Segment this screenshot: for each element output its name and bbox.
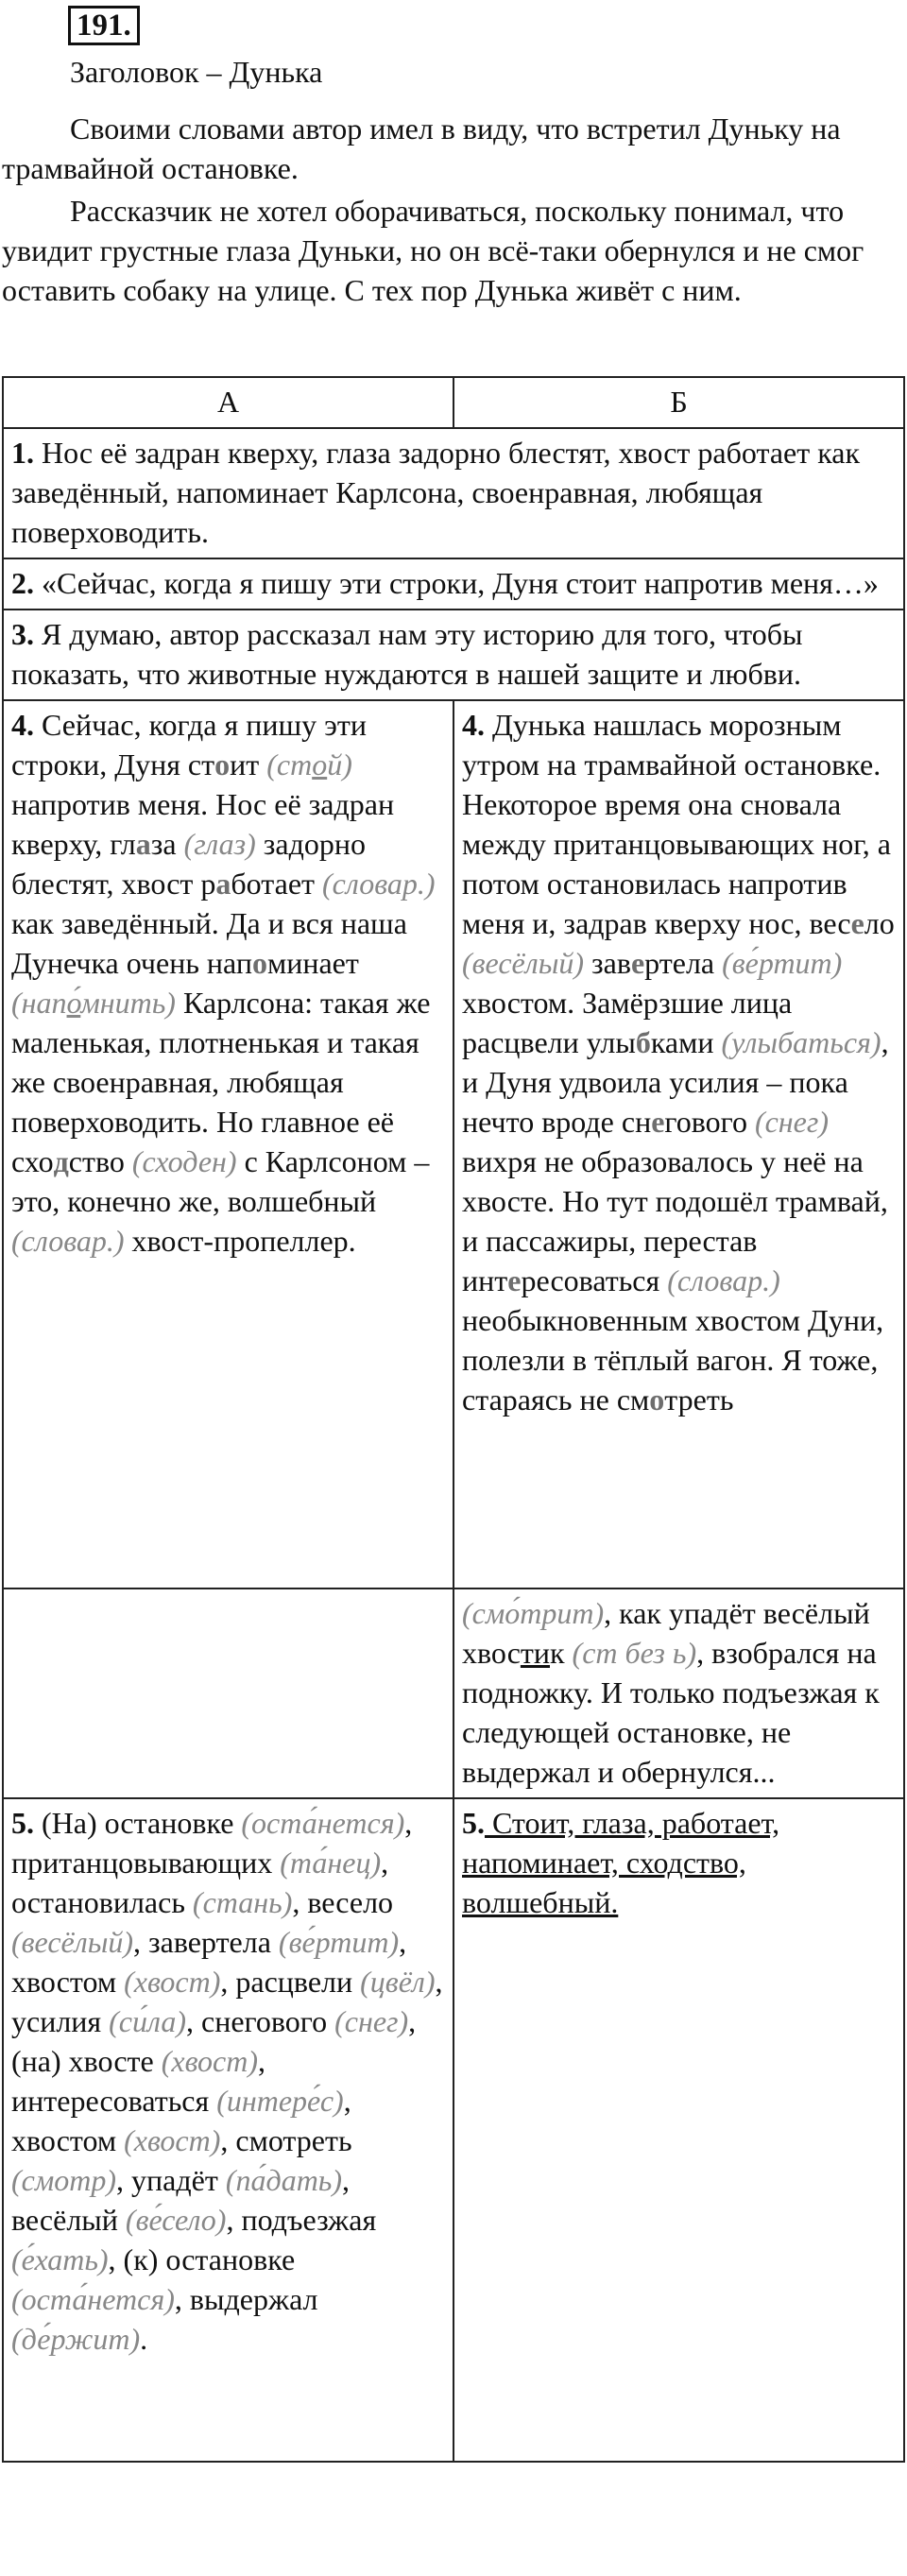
row-1-num: 1. bbox=[11, 436, 34, 470]
separator: , bbox=[408, 2004, 417, 2038]
separator: , bbox=[292, 1885, 308, 1919]
word: хвостом bbox=[11, 1965, 125, 1999]
check-word: (ве́село) bbox=[125, 2203, 227, 2237]
text-run: задорно блестят, хвост р bbox=[11, 827, 367, 901]
check-word: (та́нец) bbox=[280, 1846, 382, 1880]
orthogram-letter: б bbox=[635, 1025, 651, 1059]
row-6b-num: 5. bbox=[462, 1806, 485, 1840]
check-word: (снег) bbox=[334, 2004, 409, 2038]
check-word: (весёлый) bbox=[11, 1925, 134, 1959]
word: завертела bbox=[148, 1925, 279, 1959]
word: весёлый bbox=[11, 2203, 126, 2237]
orthogram-letter: а bbox=[135, 827, 151, 861]
word: остановилась bbox=[11, 1885, 193, 1919]
orthogram-letter: а bbox=[215, 867, 231, 901]
row-6a-word-list bbox=[11, 1806, 443, 2356]
separator: , bbox=[186, 2004, 201, 2038]
text-run: к bbox=[550, 1636, 573, 1670]
check-word-letter: о́ bbox=[66, 986, 81, 1020]
row-2-text: «Сейчас, когда я пишу эти строки, Дуня стоит напротив меня…» bbox=[42, 566, 879, 600]
check-word: (ст bbox=[266, 747, 313, 781]
row-5-cell-b bbox=[454, 1589, 904, 1798]
text-run: минает bbox=[266, 946, 359, 980]
word: усилия bbox=[11, 2004, 110, 2038]
word: пританцовывающих bbox=[11, 1846, 281, 1880]
word: весело bbox=[307, 1885, 394, 1919]
text-run: , как упадёт весёлый хвос bbox=[462, 1596, 870, 1670]
text-run: с Карлсоном – это, конечно же, волшебный bbox=[11, 1144, 430, 1218]
check-word: (хвост) bbox=[124, 2123, 221, 2157]
separator: , bbox=[226, 2203, 242, 2237]
check-word: (оста́нется) bbox=[241, 1806, 405, 1840]
row-2-num: 2. bbox=[11, 566, 34, 600]
check-word: (весёлый) bbox=[462, 946, 585, 980]
text-run: ресоваться bbox=[521, 1263, 668, 1297]
row-4a-num: 4. bbox=[11, 708, 34, 742]
check-word: (сходен) bbox=[131, 1144, 237, 1178]
separator: , bbox=[108, 2242, 124, 2276]
check-word: (ве́ртит) bbox=[278, 1925, 400, 1959]
separator: , bbox=[381, 1846, 389, 1880]
check-word-letter: о bbox=[312, 747, 328, 781]
text-run: ртела bbox=[644, 946, 723, 980]
table-row-6 bbox=[3, 1798, 904, 2462]
paragraph-2: Рассказчик не хотел оборачиваться, поскольку понимал, что увидит грустные глаза Дуньки, но он всё-таки обернулся и не смог оставить собаку на улице. С тех пор Дунька живёт с ним. bbox=[2, 194, 864, 307]
orthogram-letter: д bbox=[53, 1144, 69, 1178]
word: подъезжая bbox=[241, 2203, 377, 2237]
word: (к) остановке bbox=[123, 2242, 296, 2276]
row-3-cell bbox=[3, 610, 904, 700]
check-word: мнить) bbox=[80, 986, 176, 1020]
underlined-letters: ти bbox=[520, 1636, 550, 1670]
check-word: (хвост) bbox=[124, 1965, 221, 1999]
text-run: как заведённый. Да и вся наша Дунечка очень нап bbox=[11, 906, 407, 980]
check-word: (словар.) bbox=[667, 1263, 780, 1297]
row-4-cell-b bbox=[454, 700, 904, 1589]
separator: , bbox=[174, 2282, 190, 2316]
check-word: (е́хать) bbox=[11, 2242, 109, 2276]
word: (На) остановке bbox=[34, 1806, 242, 1840]
row-3-num: 3. bbox=[11, 617, 34, 651]
row-1-cell bbox=[3, 428, 904, 558]
exercise-number: 191. bbox=[68, 6, 140, 45]
check-word: (словар.) bbox=[11, 1224, 125, 1258]
text-run: необыкновенным хвостом Дуни, полезли в тёплый вагон. Я тоже, стараясь не см bbox=[462, 1303, 884, 1417]
row-4b-num: 4. bbox=[462, 708, 485, 742]
text-run: гового bbox=[664, 1105, 755, 1139]
text-run: Сейчас, когда я пишу эти строки, Дуня ст bbox=[11, 708, 367, 781]
check-word: (смо́трит) bbox=[462, 1596, 605, 1630]
table-row-2 bbox=[3, 558, 904, 610]
table-row-3 bbox=[3, 610, 904, 700]
text-run: Карлсона: такая же маленькая, плотненькая и такая же своенравная, любящая поверховодить. Но главное её схо bbox=[11, 986, 431, 1178]
check-word: (стань) bbox=[192, 1885, 293, 1919]
table-header-row bbox=[3, 377, 904, 428]
table-row-5 bbox=[3, 1589, 904, 1798]
word: смотреть bbox=[235, 2123, 352, 2157]
word: расцвели bbox=[235, 1965, 361, 1999]
word: выдержал bbox=[189, 2282, 318, 2316]
orthogram-letter: е bbox=[850, 906, 864, 940]
header-a: А bbox=[3, 377, 454, 428]
row-1-text: Нос её задран кверху, глаза задорно блестят, хвост работает как заведённый, напоминает Карлсона, своенравная, любящая поверховодить. bbox=[11, 436, 861, 549]
check-word: (смотр) bbox=[11, 2163, 117, 2197]
row-6b-text: Стоит, глаза, работает, напоминает, сходство, волшебный. bbox=[462, 1806, 780, 1919]
word: упадёт bbox=[131, 2163, 226, 2197]
word: (на) хвосте bbox=[11, 2044, 162, 2078]
text-run: за bbox=[150, 827, 184, 861]
row-2-cell bbox=[3, 558, 904, 610]
check-word: (интере́с) bbox=[216, 2084, 344, 2118]
orthogram-letter: е bbox=[651, 1105, 665, 1139]
check-word: (си́ла) bbox=[109, 2004, 186, 2038]
title-line: Заголовок – Дунька bbox=[70, 55, 323, 89]
text-run: Дунька нашлась морозным утром на трамвайной остановке. Некоторое время она сновала между пританцовывающих ног, а потом остановилась напротив меня и, задрав кверху нос, вес bbox=[462, 708, 891, 940]
paragraph-1: Своими словами автор имел в виду, что встретил Дуньку на трамвайной остановке. bbox=[2, 112, 841, 185]
text-run: , взобрался на подножку. И только подъезжая к следующей остановке, не выдержал и обернулся... bbox=[462, 1636, 880, 1789]
separator: , bbox=[133, 1925, 149, 1959]
check-word: (ве́ртит) bbox=[722, 946, 843, 980]
word: хвостом bbox=[11, 2123, 125, 2157]
text-run: ками bbox=[650, 1025, 722, 1059]
text-run: хвостом. Замёрзшие лица расцвели улы bbox=[462, 986, 793, 1059]
text-run: вихря не образовалось у неё на хвосте. Но тут подошёл трамвай, и пассажиры, перестав инт bbox=[462, 1144, 888, 1297]
text-run: ство bbox=[68, 1144, 132, 1178]
separator: , bbox=[343, 2084, 351, 2118]
check-word: (хвост) bbox=[161, 2044, 259, 2078]
table-row-1 bbox=[3, 428, 904, 558]
check-word: (ст без ь) bbox=[572, 1636, 697, 1670]
row-5-cell-a bbox=[3, 1589, 454, 1798]
text-run: треть bbox=[664, 1382, 734, 1417]
separator: , bbox=[404, 1806, 413, 1840]
row-6-cell-b bbox=[454, 1798, 904, 2462]
analysis-table bbox=[2, 376, 905, 2463]
check-word: (улыбаться) bbox=[721, 1025, 881, 1059]
orthogram-letter: о bbox=[251, 946, 267, 980]
separator: , bbox=[258, 2044, 266, 2078]
separator: , bbox=[116, 2163, 132, 2197]
table-row-4 bbox=[3, 700, 904, 1589]
check-word: (па́дать) bbox=[225, 2163, 343, 2197]
text-run: ло bbox=[864, 906, 895, 940]
row-3-text: Я думаю, автор рассказал нам эту историю для того, чтобы показать, что животные нуждаются в нашей защите и любви. bbox=[11, 617, 803, 691]
check-word: (глаз) bbox=[183, 827, 256, 861]
word: интересоваться bbox=[11, 2084, 217, 2118]
check-word: (снег) bbox=[754, 1105, 830, 1139]
row-6a-num: 5. bbox=[11, 1806, 34, 1840]
separator: , bbox=[399, 1925, 407, 1959]
check-word: (оста́нется) bbox=[11, 2282, 175, 2316]
separator: . bbox=[140, 2322, 148, 2356]
text-run: напротив меня. Нос её задран кверху, гл bbox=[11, 787, 395, 861]
orthogram-letter: о bbox=[649, 1382, 665, 1417]
text-run: ит bbox=[230, 747, 267, 781]
check-word: (словар.) bbox=[322, 867, 436, 901]
text-run: зав bbox=[584, 946, 631, 980]
separator: , bbox=[220, 2123, 236, 2157]
separator: , bbox=[435, 1965, 443, 1999]
text-run: хвост-пропеллер. bbox=[124, 1224, 356, 1258]
orthogram-letter: е bbox=[630, 946, 645, 980]
orthogram-letter: е bbox=[507, 1263, 522, 1297]
row-6-cell-a bbox=[3, 1798, 454, 2462]
text-run: ботает bbox=[231, 867, 323, 901]
row-4-cell-a bbox=[3, 700, 454, 1589]
check-word: (де́ржит) bbox=[11, 2322, 141, 2356]
text-run: , и Дуня удвоила усилия – пока нечто вроде сн bbox=[462, 1025, 889, 1139]
separator: , bbox=[342, 2163, 351, 2197]
separator: , bbox=[220, 1965, 236, 1999]
word: снегового bbox=[201, 2004, 335, 2038]
header-b: Б bbox=[454, 377, 904, 428]
check-word: й) bbox=[327, 747, 352, 781]
check-word: (нап bbox=[11, 986, 67, 1020]
check-word: (цвёл) bbox=[360, 1965, 436, 1999]
orthogram-letter: о bbox=[214, 747, 231, 781]
